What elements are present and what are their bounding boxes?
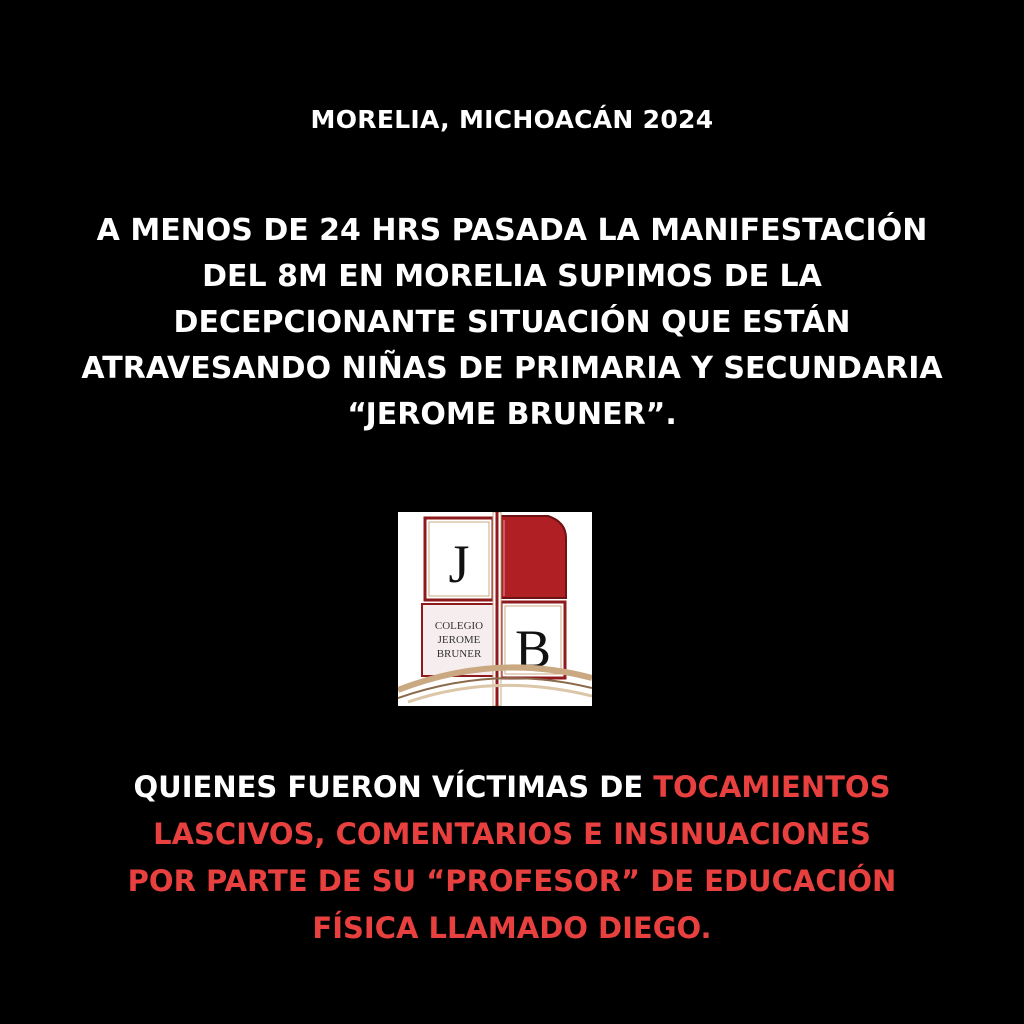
school-logo-graphic: [398, 512, 592, 706]
closing-red-text: POR PARTE DE SU “PROFESOR” DE EDUCACIÓN: [127, 864, 897, 898]
intro-line: ATRAVESANDO NIÑAS DE PRIMARIA Y SECUNDARIA: [81, 351, 943, 386]
intro-line: DEL 8M EN MORELIA SUPIMOS DE LA: [202, 259, 822, 294]
intro-line: “JEROME BRUNER”.: [347, 397, 677, 432]
logo-text-line: COLEGIO: [434, 620, 484, 632]
closing-red-text: FÍSICA LLAMADO DIEGO.: [312, 911, 712, 945]
closing-line-1: [62, 764, 962, 811]
closing-red-text: TOCAMIENTOS: [653, 770, 891, 804]
closing-text: [62, 764, 962, 952]
intro-line: A MENOS DE 24 HRS PASADA LA MANIFESTACIÓN: [96, 213, 928, 248]
dateline: MORELIA, MICHOACÁN 2024: [310, 105, 714, 134]
closing-white-text: QUIENES FUERON VÍCTIMAS DE: [133, 770, 654, 804]
logo-letter-b: B: [514, 619, 552, 679]
intro-text: [62, 208, 962, 438]
logo-text-line: BRUNER: [436, 648, 482, 660]
closing-red-text: LASCIVOS, COMENTARIOS E INSINUACIONES: [153, 817, 871, 851]
logo-text-line: JEROME: [437, 634, 481, 646]
intro-line: DECEPCIONANTE SITUACIÓN QUE ESTÁN: [173, 305, 851, 340]
school-logo: [398, 512, 592, 706]
logo-letter-j: J: [448, 534, 470, 594]
